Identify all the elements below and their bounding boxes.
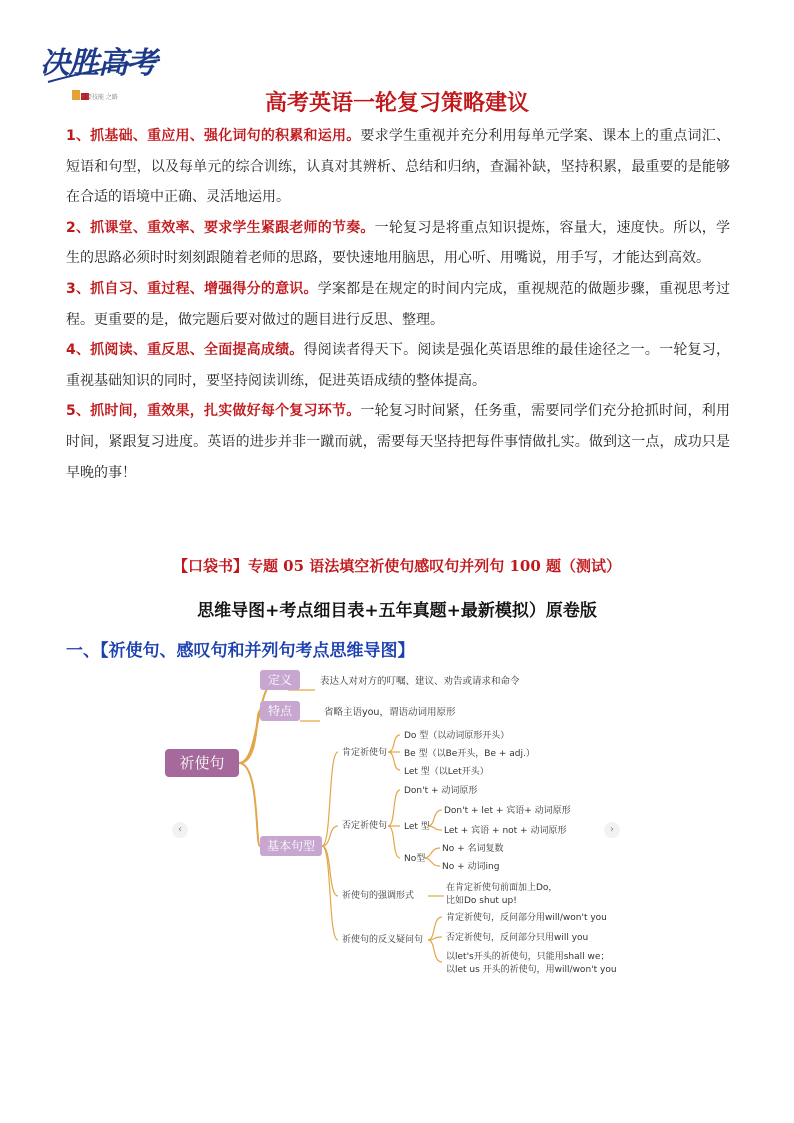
- mindmap-let-label: Let 型: [404, 822, 430, 832]
- mind-map: [160, 664, 640, 984]
- advice-lead: 5、抓时间，重效果，扎实做好每个复习环节。: [66, 403, 361, 420]
- advice-lead: 3、抓自习、重过程、增强得分的意识。: [66, 280, 318, 297]
- mindmap-dont-let: Don't + let + 宾语+ 动词原形: [444, 806, 571, 816]
- advice-item: [66, 396, 730, 488]
- advice-lead: 2、抓课堂、重效率、要求学生紧跟老师的节奏。: [66, 219, 375, 236]
- mindmap-emphasis-text-1: 在肯定祈使句前面加上Do，: [446, 883, 558, 893]
- mindmap-no-label: No型: [404, 854, 426, 864]
- page-title: 高考英语一轮复习策略建议: [264, 91, 529, 116]
- mindmap-emphasis-text-2: 比如Do shut up!: [446, 896, 517, 906]
- mindmap-node-basic: 基本句型: [260, 836, 322, 856]
- logo-subtext: 主要技能 之路: [80, 94, 118, 101]
- advice-body: 一轮复习时间紧，任务重，需要同学们充分抢抓时间，利用时间，紧跟复习进度。英语的进步并非一蹴而就，需要每天坚持把每件事情做扎实。做到这一点，成功只是早晚的事！: [66, 403, 730, 481]
- prev-arrow-icon[interactable]: ‹: [172, 822, 188, 838]
- mindmap-tag-3: 以let's开头的祈使句，只能用shall we；: [446, 952, 610, 962]
- section-title: 【口袋书】专题 05 语法填空祈使句感叹句并列句 100 题（测试）: [172, 557, 622, 575]
- mindmap-heading: 一、【祈使句、感叹句和并列句考点思维导图】: [66, 641, 415, 661]
- mindmap-no-noun: No + 名词复数: [442, 844, 504, 854]
- mindmap-positive: 肯定祈使句: [342, 748, 388, 758]
- advice-list: [66, 121, 730, 488]
- mindmap-root: 祈使句: [165, 749, 239, 777]
- logo-text: 决胜高考: [40, 46, 156, 81]
- mindmap-negative: 否定祈使句: [342, 821, 388, 831]
- advice-body: 学案都是在规定的时间内完成，重视规范的做题步骤，重视思考过程。更重要的是，做完题后要对做过的题目进行反思、整理。: [66, 280, 731, 328]
- mindmap-do-type: Do 型（以动词原形开头）: [404, 731, 510, 741]
- next-arrow-icon[interactable]: ›: [604, 822, 620, 838]
- advice-item: [66, 121, 730, 213]
- mindmap-emphasis: 祈使句的强调形式: [342, 891, 415, 901]
- mindmap-tag-question: 祈使句的反义疑问句: [342, 935, 424, 945]
- section-subtitle: 思维导图+考点细目表+五年真题+最新模拟）原卷版: [197, 601, 597, 621]
- mindmap-tag-2: 否定祈使句，反问部分只用will you: [446, 933, 589, 943]
- advice-body: 得阅读者得天下。阅读是强化英语思维的最佳途径之一。一轮复习，重视基础知识的同时，要坚持阅读训练，促进英语成绩的整体提高。: [66, 342, 730, 389]
- advice-body: 要求学生重视并充分利用每单元学案、课本上的重点词汇、短语和句型，以及每单元的综合训练，认真对其辨析、总结和归纳，查漏补缺，坚持积累，最重要的是能够在合适的语境中正确、灵活地运用。: [66, 128, 730, 206]
- mindmap-node-definition: 定义: [260, 670, 300, 690]
- mindmap-no-ving: No + 动词ing: [442, 862, 500, 872]
- advice-lead: 1、抓基础、重应用、强化词句的积累和运用。: [66, 128, 361, 144]
- mindmap-definition-text: 表达人对对方的叮嘱、建议、劝告或请求和命令: [320, 676, 520, 687]
- mindmap-feature-text: 省略主语you，谓语动词用原形: [324, 707, 456, 718]
- mindmap-let-not: Let + 宾语 + not + 动词原形: [444, 826, 567, 836]
- advice-item: [66, 274, 730, 335]
- advice-item: [66, 335, 730, 396]
- mindmap-tag-4: 以let us 开头的祈使句，用will/won't you: [446, 965, 617, 975]
- mindmap-dont-verb: Don't + 动词原形: [404, 786, 478, 796]
- mindmap-let-type: Let 型（以Let开头）: [404, 767, 489, 777]
- advice-item: [66, 213, 730, 274]
- mindmap-tag-1: 肯定祈使句，反问部分用will/won't you: [446, 913, 607, 923]
- advice-lead: 4、抓阅读、重反思、全面提高成绩。: [66, 342, 304, 359]
- mindmap-be-type: Be 型（以Be开头，Be + adj.）: [404, 749, 535, 759]
- advice-body: 一轮复习是将重点知识提炼，容量大，速度快。所以，学生的思路必须时时刻刻跟随着老师的思路，要快速地用脑思，用心听、用嘴说，用手写，才能达到高效。: [66, 219, 731, 267]
- mindmap-node-feature: 特点: [260, 701, 300, 721]
